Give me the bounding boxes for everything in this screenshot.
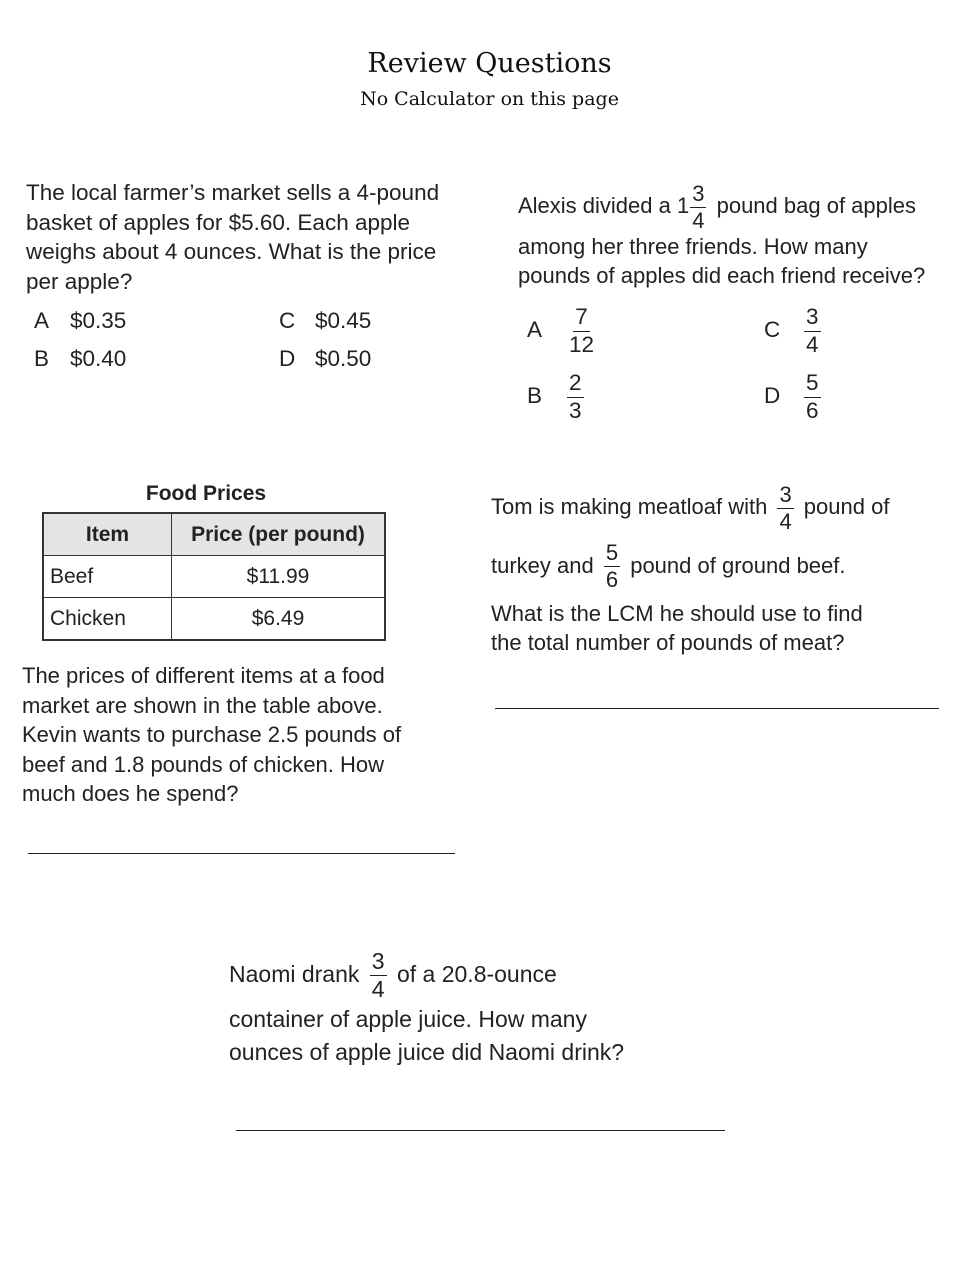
question-4-post: pound of <box>797 494 890 519</box>
question-4-pre: turkey and <box>491 552 600 578</box>
fraction <box>567 306 596 356</box>
fraction-denominator: 6 <box>806 397 819 423</box>
question-2-post: pound bag of apples <box>710 193 916 218</box>
question-4-text <box>491 482 889 658</box>
page-title: Review Questions <box>367 48 612 79</box>
answer-blank-question-3[interactable] <box>28 853 455 854</box>
question-2-choice-b[interactable] <box>527 372 588 422</box>
choice-value: $0.45 <box>315 308 372 333</box>
fraction-denominator: 12 <box>569 331 595 357</box>
fraction-denominator: 3 <box>569 397 582 423</box>
choice-value: $0.40 <box>70 346 127 371</box>
choice-value: $0.50 <box>315 346 372 371</box>
question-1-choice-a[interactable] <box>34 308 126 334</box>
fraction-numerator: 7 <box>573 306 590 332</box>
question-1-line: per apple? <box>26 268 133 294</box>
fraction <box>604 542 620 591</box>
table-cell-price: $6.49 <box>172 598 386 641</box>
question-1-choice-c[interactable] <box>279 308 371 334</box>
food-prices-table <box>42 512 386 641</box>
choice-letter: C <box>764 316 781 342</box>
choice-letter: B <box>527 382 543 408</box>
mixed-number-whole: 1 <box>676 193 690 218</box>
answer-blank-question-4[interactable] <box>495 708 939 709</box>
column-header: Price (per pound) <box>172 513 386 556</box>
fraction <box>804 372 821 422</box>
table-row <box>43 556 385 598</box>
fraction-denominator: 4 <box>806 331 819 357</box>
question-1-line: basket of apples for $5.60. Each apple <box>26 209 411 235</box>
answer-blank-question-5[interactable] <box>236 1130 725 1131</box>
question-5-post: of a 20.8-ounce <box>390 961 557 987</box>
question-2-line: pounds of apples did each friend receive? <box>518 263 926 289</box>
question-1-line: weighs about 4 ounces. What is the price <box>26 239 437 264</box>
choice-value: $0.35 <box>70 308 127 333</box>
question-2-choice-c[interactable] <box>764 306 825 356</box>
question-1-choice-d[interactable] <box>279 346 371 372</box>
question-2-pre: Alexis divided a <box>518 193 677 218</box>
question-1-text <box>26 178 439 296</box>
question-4-line: What is the LCM he should use to find <box>491 600 863 626</box>
question-2-text <box>518 182 925 291</box>
table-cell-item: Chicken <box>43 598 172 641</box>
choice-letter: B <box>34 346 50 371</box>
fraction-numerator: 5 <box>804 372 821 398</box>
fraction-numerator: 3 <box>371 948 385 975</box>
question-1-line: The local farmer’s market sells a 4-pound <box>26 180 440 205</box>
question-2-choice-d[interactable] <box>764 372 825 422</box>
table-header-row <box>43 513 385 556</box>
fraction-denominator: 4 <box>779 508 792 534</box>
fraction-numerator: 3 <box>779 481 792 507</box>
question-3-line: market are shown in the table above. <box>22 692 383 718</box>
table-cell-price: $11.99 <box>172 556 386 598</box>
question-3-text <box>22 661 401 809</box>
choice-letter: C <box>279 308 296 333</box>
question-3-line: beef and 1.8 pounds of chicken. How <box>22 751 385 777</box>
fraction-denominator: 4 <box>371 976 385 1003</box>
question-2-choice-a[interactable] <box>527 306 600 356</box>
question-5-line: ounces of apple juice did Naomi drink? <box>229 1039 625 1065</box>
choice-letter: D <box>764 382 781 408</box>
page-subtitle: No Calculator on this page <box>360 88 619 110</box>
question-4-post: pound of ground beef. <box>624 552 846 578</box>
fraction <box>567 372 584 422</box>
table-row <box>43 598 385 641</box>
choice-letter: D <box>279 346 296 371</box>
question-2-line <box>518 182 925 232</box>
column-header: Item <box>43 513 172 556</box>
fraction-denominator: 6 <box>605 567 619 593</box>
fraction <box>777 481 793 534</box>
question-2-line: among her three friends. How many <box>518 233 868 259</box>
fraction-numerator: 3 <box>692 180 705 206</box>
question-3-line: much does he spend? <box>22 781 239 806</box>
question-4-line <box>491 482 889 533</box>
question-5-line <box>229 945 624 1003</box>
question-3-line: The prices of different items at a food <box>22 663 385 688</box>
choice-letter: A <box>34 308 50 333</box>
question-3-line: Kevin wants to purchase 2.5 pounds of <box>22 722 402 747</box>
fraction <box>370 950 387 1001</box>
question-5-pre: Naomi drank <box>229 961 366 987</box>
fraction <box>690 180 706 233</box>
fraction-numerator: 5 <box>605 540 619 566</box>
fraction-numerator: 3 <box>804 306 821 332</box>
question-1-choice-b[interactable] <box>34 346 126 372</box>
question-5-text <box>229 945 624 1069</box>
question-4-line: the total number of pounds of meat? <box>491 630 845 656</box>
question-5-line: container of apple juice. How many <box>229 1006 587 1032</box>
table-title: Food Prices <box>145 482 267 505</box>
table-cell-item: Beef <box>43 556 172 598</box>
question-4-pre: Tom is making meatloaf with <box>491 494 774 519</box>
fraction <box>804 306 821 356</box>
fraction-denominator: 4 <box>692 207 705 233</box>
question-4-line <box>491 533 889 599</box>
fraction-numerator: 2 <box>567 372 584 398</box>
choice-letter: A <box>527 316 543 342</box>
